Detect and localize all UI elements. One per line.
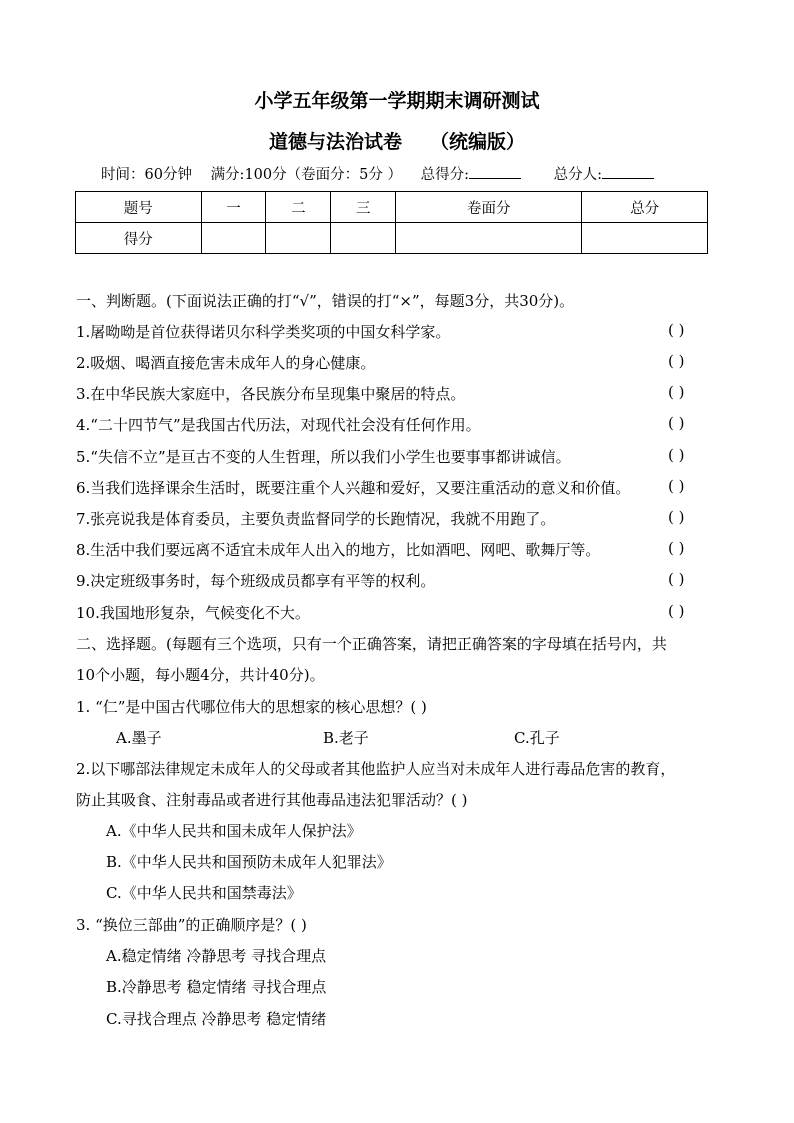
score-header-cell: 题号 xyxy=(76,192,202,223)
scorer-field[interactable] xyxy=(554,167,668,183)
judgment-item: 3.在中华民族大家庭中，各民族分布呈现集中聚居的特点。 xyxy=(76,385,466,403)
question-3-stem: 3. “换位三部曲”的正确顺序是？( ) xyxy=(76,916,307,934)
total-score-blank[interactable] xyxy=(469,164,521,179)
section2-heading-line2: 10个小题，每小题4分，共计40分)。 xyxy=(76,666,325,684)
answer-parentheses[interactable]: ( ) xyxy=(668,477,685,495)
question-3-option-a[interactable]: A.稳定情绪 冷静思考 寻找合理点 xyxy=(106,947,327,965)
total-score-field[interactable] xyxy=(421,167,535,183)
time-label: 时间：60分钟 xyxy=(101,167,192,183)
score-table-score-row xyxy=(76,223,708,254)
score-header-cell: 三 xyxy=(331,192,396,223)
answer-parentheses[interactable]: ( ) xyxy=(668,508,685,526)
judgment-item: 5.“失信不立”是亘古不变的人生哲理，所以我们小学生也要事事都讲诚信。 xyxy=(76,448,571,466)
answer-parentheses[interactable]: ( ) xyxy=(668,539,685,557)
full-score-label: 满分:100分（卷面分：5分 ） xyxy=(210,167,402,183)
score-cell[interactable] xyxy=(331,223,396,254)
score-header-cell: 总分 xyxy=(582,192,708,223)
subtitle-left: 道德与法治试卷 xyxy=(268,131,402,153)
question-2-option-a[interactable]: A.《中华人民共和国未成年人保护法》 xyxy=(106,822,362,840)
section1-heading: 一、判断题。(下面说法正确的打“√”，错误的打“×”，每题3分，共30分)。 xyxy=(76,292,575,310)
question-3-option-b[interactable]: B.冷静思考 稳定情绪 寻找合理点 xyxy=(106,978,327,996)
question-1-option-c[interactable]: C.孔子 xyxy=(514,729,560,747)
score-header-cell: 一 xyxy=(201,192,266,223)
judgment-item: 6.当我们选择课余生活时，既要注重个人兴趣和爱好，又要注重活动的意义和价值。 xyxy=(76,479,631,497)
exam-info xyxy=(101,163,682,184)
answer-parentheses[interactable]: ( ) xyxy=(668,446,685,464)
answer-parentheses[interactable]: ( ) xyxy=(668,352,685,370)
score-table-header-row xyxy=(76,192,708,223)
answer-parentheses[interactable]: ( ) xyxy=(668,414,685,432)
score-cell[interactable] xyxy=(266,223,331,254)
total-score-label: 总得分: xyxy=(420,167,469,183)
question-1-stem: 1. “仁”是中国古代哪位伟大的思想家的核心思想？( ) xyxy=(76,698,427,716)
answer-parentheses[interactable]: ( ) xyxy=(668,321,685,339)
answer-parentheses[interactable]: ( ) xyxy=(668,602,685,620)
question-2-option-b[interactable]: B.《中华人民共和国预防未成年人犯罪法》 xyxy=(106,853,392,871)
question-2-stem-line1: 2.以下哪部法律规定未成年人的父母或者其他监护人应当对未成年人进行毒品危害的教育， xyxy=(76,760,676,778)
answer-parentheses[interactable]: ( ) xyxy=(668,383,685,401)
judgment-item: 8.生活中我们要远离不适宜未成年人出入的地方，比如酒吧、网吧、歌舞厅等。 xyxy=(76,541,601,559)
judgment-item: 2.吸烟、喝酒直接危害未成年人的身心健康。 xyxy=(76,354,376,372)
judgment-item: 4.“二十四节气”是我国古代历法，对现代社会没有任何作用。 xyxy=(76,416,481,434)
answer-parentheses[interactable]: ( ) xyxy=(668,570,685,588)
exam-title: 小学五年级第一学期期末调研测试 xyxy=(254,90,540,112)
score-cell[interactable] xyxy=(396,223,582,254)
exam-subtitle xyxy=(0,127,794,154)
subtitle-right: （统编版） xyxy=(430,131,526,153)
score-header-cell: 二 xyxy=(266,192,331,223)
scorer-label: 总分人: xyxy=(553,167,602,183)
judgment-item: 7.张亮说我是体育委员，主要负责监督同学的长跑情况，我就不用跑了。 xyxy=(76,510,556,528)
question-2-stem-line2: 防止其吸食、注射毒品或者进行其他毒品违法犯罪活动？( ) xyxy=(76,791,468,809)
scorer-blank[interactable] xyxy=(602,164,654,179)
score-cell[interactable] xyxy=(201,223,266,254)
question-2-option-c[interactable]: C.《中华人民共和国禁毒法》 xyxy=(106,884,302,902)
question-1-option-a[interactable]: A.墨子 xyxy=(116,729,162,747)
question-1-option-b[interactable]: B.老子 xyxy=(323,729,369,747)
judgment-item: 10.我国地形复杂，气候变化不大。 xyxy=(76,604,310,622)
score-row-label: 得分 xyxy=(76,223,202,254)
score-header-cell: 卷面分 xyxy=(396,192,582,223)
judgment-item: 9.决定班级事务时，每个班级成员都享有平等的权利。 xyxy=(76,572,436,590)
section2-heading-line1: 二、选择题。(每题有三个选项，只有一个正确答案，请把正确答案的字母填在括号内，共 xyxy=(76,635,667,653)
score-table xyxy=(75,191,708,254)
question-3-option-c[interactable]: C.寻找合理点 冷静思考 稳定情绪 xyxy=(106,1010,327,1028)
judgment-item: 1.屠呦呦是首位获得诺贝尔科学类奖项的中国女科学家。 xyxy=(76,323,451,341)
score-cell[interactable] xyxy=(582,223,708,254)
